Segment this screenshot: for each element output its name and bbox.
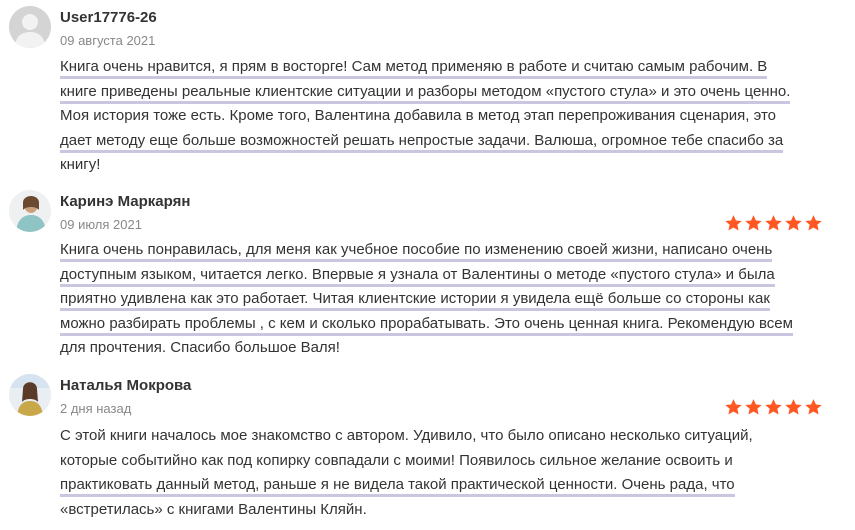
rating-stars (724, 398, 823, 416)
review-date: 2 дня назад (60, 401, 132, 416)
review-author[interactable]: Каринэ Маркарян (60, 193, 191, 210)
user-photo-icon (9, 190, 51, 232)
user-photo-icon (9, 374, 51, 416)
star-icon (744, 214, 763, 232)
review-text-line: дает методу еще больше возможностей решать непростые задачи. Валюша, огромное тебе спасибо за (60, 129, 850, 154)
review-text-line: Моя история тоже есть. Кроме того, Валентина добавила в метод этап перепроживания сценария, это (60, 107, 777, 124)
review-text (60, 238, 850, 361)
user-silhouette-icon (9, 6, 51, 48)
star-icon (804, 398, 823, 416)
star-icon (784, 214, 803, 232)
star-icon (764, 398, 783, 416)
review-text-line: книге приведены реальные клиентские ситуации и разборы методом «пустого стула» и это очень ценно. (60, 80, 850, 105)
review-text-line: Книга очень понравилась, для меня как учебное пособие по изменению своей жизни, написано очень (60, 238, 850, 263)
review-date: 09 июля 2021 (60, 217, 142, 232)
star-icon (804, 214, 823, 232)
review-text-line: книгу! (60, 156, 101, 173)
avatar[interactable] (9, 190, 51, 232)
avatar[interactable] (9, 6, 51, 48)
star-icon (724, 398, 743, 416)
review-date: 09 августа 2021 (60, 33, 156, 48)
star-icon (764, 214, 783, 232)
review-text-line: можно разбирать проблемы , с кем и сколько прорабатывать. Это очень ценная книга. Рекомендую всем (60, 312, 850, 337)
review-text-line: для прочтения. Спасибо большое Валя! (60, 339, 340, 356)
review-text-line: которые событийно как под копирку совпадали с моими! Появилось сильное желание освоить и (60, 451, 733, 469)
review-author[interactable]: User17776-26 (60, 9, 157, 26)
review-text-line: приятно удивлена как это работает. Читая клиентские истории я увидела ещё больше со стороны как (60, 287, 850, 312)
review-text-line: С этой книги началось мое знакомство с автором. Удивило, что было описано несколько ситуаций, (60, 427, 753, 444)
review-text (60, 55, 850, 178)
review-text-line: доступным языком, читается легко. Впервые я узнала от Валентины о методе «пустого стула» и была (60, 263, 850, 288)
avatar[interactable] (9, 374, 51, 416)
review-text (60, 424, 850, 522)
review-text-line: «встретилась» с книгами Валентины Кляйн. (60, 500, 367, 518)
star-icon (724, 214, 743, 232)
review-text-line: Книга очень нравится, я прям в восторге! Сам метод применяю в работе и считаю самым рабочим. В (60, 55, 850, 80)
rating-stars (724, 214, 823, 232)
star-icon (744, 398, 763, 416)
star-icon (784, 398, 803, 416)
review-text-line: практиковать данный метод, раньше я не видела такой практической ценности. Очень рада, что (60, 473, 850, 498)
review-author[interactable]: Наталья Мокрова (60, 377, 192, 394)
